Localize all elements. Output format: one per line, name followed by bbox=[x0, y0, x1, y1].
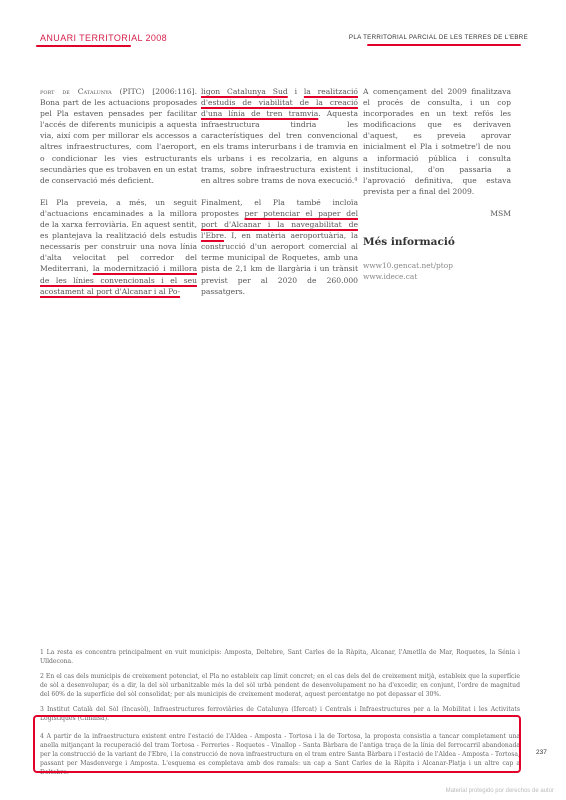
small-caps-text: port de Catalunya bbox=[40, 87, 112, 96]
text-column-3 bbox=[363, 86, 511, 282]
col2-p2-rest: . I, en matèria aeroportuària, la construcció d'un aeroport comercial al terme municipal de Roquetes, amb una pista de 2,1 km de llargària i un trànsit previst per al 2020 de 260.000 passatgers. bbox=[201, 231, 358, 296]
highlighted-text: la realització d'estudis de viabilitat de la creació d'una línia de tren tramvia bbox=[201, 87, 358, 119]
text-column-2 bbox=[201, 86, 358, 308]
col1-paragraph-2 bbox=[40, 197, 197, 297]
col2-paragraph-2 bbox=[201, 197, 358, 297]
footnote-4-highlight-box bbox=[33, 715, 521, 773]
col1-p2-text: El Pla preveia, a més, un seguit d'actuacions encaminades a la millora de la xarxa ferroviària. En aquest sentit, es plantejava la realització dels estudis necessaris per construir una nova línia d'alta velocitat pel corredor del Mediterrani, bbox=[40, 197, 197, 274]
col1-paragraph-1 bbox=[40, 86, 197, 186]
link-gencat[interactable]: www10.gencat.net/ptop bbox=[363, 261, 453, 271]
col2-p1-join: i bbox=[287, 87, 304, 96]
running-header-left: ANUARI TERRITORIAL 2008 bbox=[40, 33, 168, 43]
text-column-1 bbox=[40, 86, 197, 308]
header-right-underline bbox=[367, 44, 521, 46]
footnote-4: 4 A partir de la infraestructura existent entre l'estació de l'Aldea - Amposta - Tortosa i la de Tortosa, la proposta consistia a tancar completament una anella mitjançant la recuperació del tram Tortosa - Ferreries - Roquetes - Vinallop - Santa Bàrbara de l'antiga traça de la línia del ferrocarril abandonada per la construcció de la variant de l'Ebre, i la construcció de nova infraestructura en el tram entre Santa Bàrbara i l'estació de l'Aldea - Amposta - Tortosa, passant per Masdenverge i Amposta. L'esquema es completava amb dos ramals: un cap a Sant Carles de la Ràpita i Alcanar-Platja i un altre cap a Deltebre. bbox=[40, 733, 520, 776]
page-number: 237 bbox=[536, 749, 547, 756]
more-info-links bbox=[363, 260, 511, 282]
highlighted-text: la modernització i millora de les línies convencionals i el seu acostament al port d'Alcanar i al Po- bbox=[40, 264, 197, 296]
highlighted-text: per potenciar el paper del port d'Alcanar i la navegabilitat de l'Ebre bbox=[201, 208, 358, 241]
header-left-underline bbox=[36, 45, 131, 47]
author-signature: MSM bbox=[490, 208, 511, 218]
link-idece[interactable]: www.idece.cat bbox=[363, 272, 418, 282]
running-header-right: PLA TERRITORIAL PARCIAL DE LES TERRES DE L'EBRE bbox=[348, 34, 528, 41]
footnote-1: 1 La resta es concentra principalment en vuit municipis: Amposta, Deltebre, Sant Carles de la Ràpita, Alcanar, l'Ametlla de Mar, Roquetes, la Sénia i Ulldecona. bbox=[40, 649, 520, 665]
col2-p2-text: Finalment, el Pla també incloïa propostes bbox=[201, 197, 358, 218]
col3-paragraph-1: A començament del 2009 finalitzava el procés de consulta, i un cop incorporades en un text refós les modificacions que es derivaven d'aquest, es preveia aprovar inicialment el Pla i sotmetre'l de nou a informació pública i consulta institucional, d'on passaria a l'aprovació definitiva, que estava prevista per a final del 2009. bbox=[363, 87, 511, 196]
more-info-heading: Més informació bbox=[363, 236, 455, 249]
footnote-2: 2 En el cas dels municipis de creixement potenciat, el Pla no estableix cap límit concret; en el cas dels del de creixement mitjà, estableix que la superfície de sòl a desenvolupar, és a dir, la del sòl urbanitzable més la del sòl urbà pendent de desenvolupament no ha d'excedir, en conjunt, l'ordre de magnitud del 60% de la superfície del sòl consolidat; per als municipis de creixement moderat, aquest percentatge no pot depassar el 30%. bbox=[40, 673, 520, 698]
footnote-3: 3 Institut Català del Sòl (Incasòl), Infraestructures ferroviàries de Catalunya (Ifercat) i Centrals i Infraestructures per a la Mobilitat i les Activitats Logístiques (Cimalsa). bbox=[40, 706, 520, 722]
col1-p1-text: (PITC) [2006:116]. Bona part de les actuacions proposades pel Pla estaven pensades per facilitar l'accés de diferents municipis a aquesta via, així com per millorar els accessos a altres infraestructures, com l'aeroport, o condicionar les vies estructurants secundàries que es trobaven en un estat de conservació més deficient. bbox=[40, 87, 197, 185]
col2-p1-text: . Aquesta infraestructura tindria les característiques del tren convencional en els trams interurbans i de tramvia en els urbans i es recolzaria, en alguns trams, sobre infraestructura existent i en altres sobre trams de nova execució.⁴ bbox=[201, 109, 358, 185]
highlighted-text: ligon Catalunya Sud bbox=[201, 87, 288, 96]
col2-paragraph-1 bbox=[201, 86, 358, 186]
copyright-watermark: Material protegido por derechos de autor bbox=[445, 788, 554, 794]
